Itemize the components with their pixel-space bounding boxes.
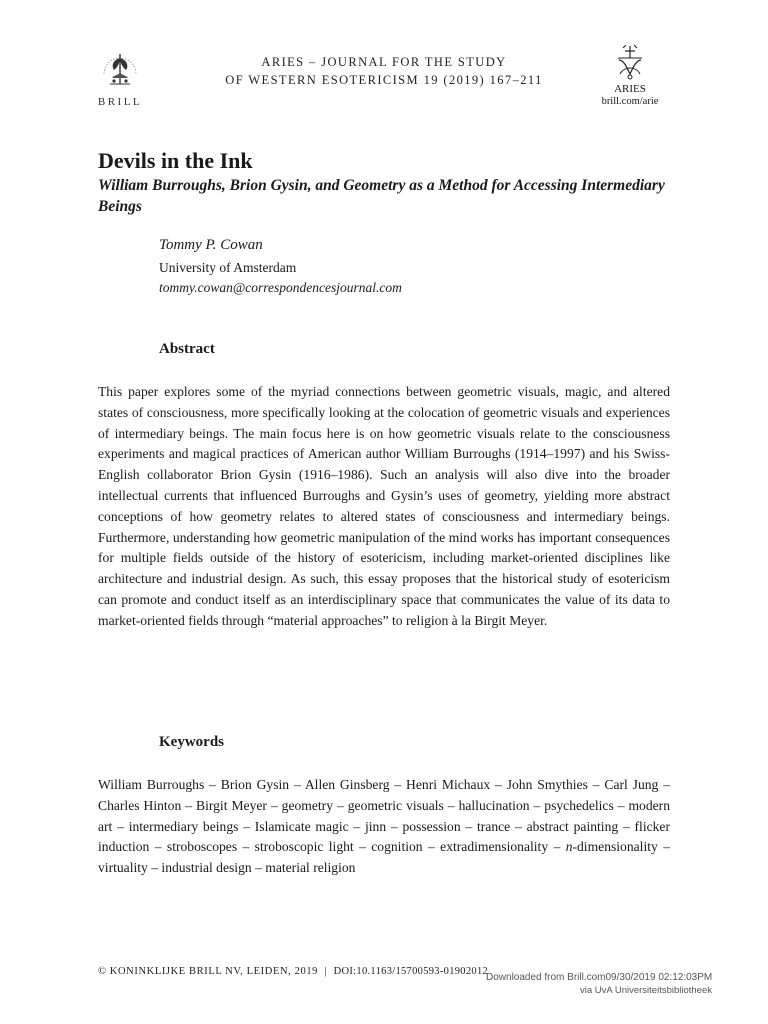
author-name: Tommy P. Cowan [159, 237, 263, 253]
journal-citation-line-1: ARIES – JOURNAL FOR THE STUDY [261, 55, 507, 69]
journal-citation [200, 53, 568, 89]
keywords-italic-term: n [565, 839, 573, 855]
keywords-heading: Keywords [159, 734, 224, 750]
aries-journal-logo [594, 44, 666, 107]
download-via: via UvA Universiteitsbibliotheek [580, 985, 713, 996]
doi-link[interactable]: DOI:10.1163/15700593-01902012 [333, 966, 489, 977]
article-title: Devils in the Ink [98, 148, 253, 173]
keywords-part-1: William Burroughs – Brion Gysin – Allen Ginsberg – Henri Michaux – John Smythies – Carl Jung – Charles Hinton – Birgit Meyer – geometry – geometric visuals – hallucination – psychedelics – modern art – intermediary beings – Islamicate magic – jinn – possession – trance – abstract painting – flicker induction – stroboscopes – stroboscopic light – cognition – extradimensionality – [98, 777, 670, 855]
publisher-wordmark: BRILL [97, 96, 143, 108]
author-affiliation: University of Amsterdam [159, 260, 297, 275]
brill-seal-icon [98, 44, 142, 92]
article-subtitle: William Burroughs, Brion Gysin, and Geometry as a Method for Accessing Intermediary Beings [98, 177, 665, 215]
download-stamp: Downloaded from Brill.com09/30/2019 02:12:03PM [486, 972, 713, 983]
author-email-link[interactable]: tommy.cowan@correspondencesjournal.com [159, 280, 402, 295]
brill-publisher-logo [90, 44, 150, 108]
copyright-text: © KONINKLIJKE BRILL NV, LEIDEN, 2019 [98, 966, 319, 977]
journal-citation-line-2: OF WESTERN ESOTERICISM 19 (2019) 167–211 [225, 73, 543, 87]
abstract-heading: Abstract [159, 341, 215, 357]
journal-url-link[interactable]: brill.com/arie [601, 96, 659, 107]
keywords-part-2: -dimensionality – virtuality – industrial design – material religion [98, 839, 670, 876]
footer-separator: | [324, 966, 328, 977]
keywords-list [98, 775, 670, 879]
footer-copyright [98, 966, 488, 977]
journal-logo-name: ARIES [614, 83, 646, 95]
aries-symbol-icon [610, 44, 650, 82]
abstract-text: This paper explores some of the myriad connections between geometric visuals, magic, and altered states of consciousness, more specifically looking at the colocation of geometric visuals and experiences of intermediary beings. The main focus here is on how geometric visuals relate to the consciousness experiments and magical practices of American author William Burroughs (1914–1997) and his Swiss-English collaborator Brion Gysin (1916–1986). Such an analysis will also dive into the broader intellectual currents that influenced Burroughs and Gysin’s uses of geometry, yielding more abstract conceptions of how geometry relates to altered states of consciousness and intermediary beings. Furthermore, understanding how geometric manipulation of the mind works has important consequences for multiple fields outside of the history of esotericism, including market-oriented disciplines like architecture and industrial design. As such, this essay proposes that the historical study of esotericism can promote and conduct itself as an interdisciplinary space that communicates the value of its data to market-oriented fields through “material approaches” to religion à la Birgit Meyer. [98, 384, 670, 628]
